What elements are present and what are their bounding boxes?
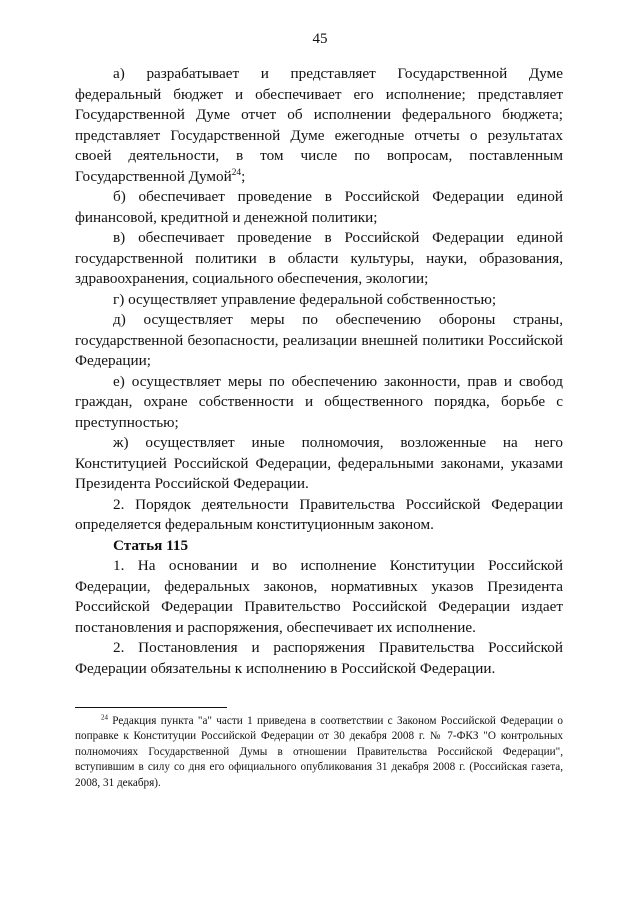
part-2: 2. Порядок деятельности Правительства Российской Федерации определяется федеральным конституционным законом.: [75, 495, 563, 533]
item-a: а) разрабатывает и представляет Государственной Думе федеральный бюджет и обеспечивает его исполнение; представляет Государственной Думе отчет об исполнении федерального бюджета; представляет Государственной Думе ежегодные отчеты о результатах своей деятельности, в том числе по вопросам, поставленным Государственной Думой$^{24}$;: [75, 65, 563, 185]
footnote-divider: [75, 707, 227, 708]
article-title: Статья 115: [113, 536, 189, 554]
item-b: б) обеспечивает проведение в Российской Федерации единой финансовой, кредитной и денежной политики;: [75, 188, 563, 226]
item-g: г) осуществляет управление федеральной собственностью;: [113, 290, 497, 308]
article-115-part-1: 1. На основании и во исполнение Конституции Российской Федерации, федеральных законов, нормативных указов Президента Российской Федерации Правительство Российской Федерации издает постановления и распоряжения, обеспечивает их исполнение.: [75, 557, 563, 636]
footnote-number: 24: [101, 713, 108, 722]
page-number: 45: [312, 31, 328, 47]
main-text: [75, 64, 563, 679]
item-zh: ж) осуществляет иные полномочия, возложенные на него Конституцией Российской Федерации, федеральными законами, указами Президента Российской Федерации.: [75, 434, 563, 492]
footnotes: [75, 714, 563, 791]
item-v: в) обеспечивает проведение в Российской Федерации единой государственной политики в области культуры, науки, образования, здравоохранения, социального обеспечения, экологии;: [75, 229, 563, 287]
footnote-ref[interactable]: 24: [231, 167, 242, 178]
footnote-text: Редакция пункта "а" части 1 приведена в соответствии с Законом Российской Федерации о поправке к Конституции Российской Федерации от 30 декабря 2008 г. № 7-ФКЗ "О контрольных полномочиях Государственной Думы в отношении Правительства Российской Федерации", вступившим в силу со дня его официального опубликования 31 декабря 2008 г. (Российская газета, 2008, 31 декабря).: [75, 715, 563, 789]
article-115-part-2: 2. Постановления и распоряжения Правительства Российской Федерации обязательны к исполнению в Российской Федерации.: [75, 639, 563, 677]
footnote-24: [75, 714, 563, 791]
item-e: е) осуществляет меры по обеспечению законности, прав и свобод граждан, охране собственности и общественного порядка, борьбе с преступностью;: [75, 372, 563, 431]
item-d: д) осуществляет меры по обеспечению обороны страны, государственной безопасности, реализации внешней политики Российской Федерации;: [75, 311, 563, 369]
